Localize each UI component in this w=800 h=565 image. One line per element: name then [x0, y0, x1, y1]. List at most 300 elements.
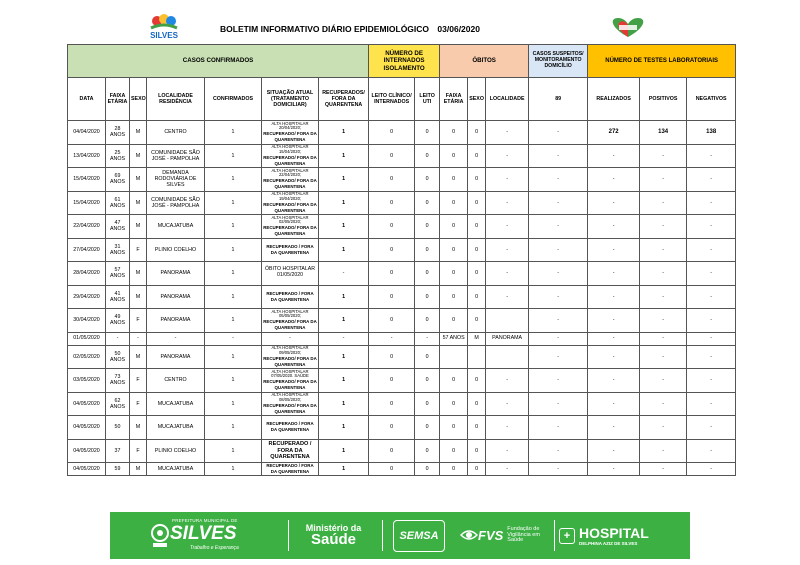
situacao-status: - — [289, 334, 291, 341]
situacao-status: ALTA HOSPITALAR — [271, 191, 309, 197]
cell-data: 03/05/2020 — [68, 369, 106, 393]
cell-leito-clinico: 0 — [369, 439, 415, 463]
cell-sexo: M — [130, 144, 147, 168]
cell-recuperados: 1 — [319, 191, 369, 215]
cell-obito-faixa: 0 — [440, 191, 468, 215]
cell-data: 02/05/2020 — [68, 345, 106, 369]
cell-obito-localidade: - — [486, 463, 529, 476]
cell-negativos: - — [687, 345, 736, 369]
svg-text:SILVES: SILVES — [150, 31, 178, 40]
cell-data: 04/05/2020 — [68, 463, 106, 476]
cell-leito-uti: 0 — [415, 345, 440, 369]
situacao-status: ALTA HOSPITALAR — [271, 308, 309, 314]
cell-obito-localidade: - — [486, 416, 529, 440]
silves-emblem-icon — [150, 521, 170, 549]
cell-obito-localidade: - — [486, 121, 529, 145]
situacao-status: ALTA HOSPITALAR — [271, 368, 309, 374]
cell-situacao — [262, 121, 319, 145]
cell-data: 30/04/2020 — [68, 309, 106, 333]
cell-obito-localidade: - — [486, 144, 529, 168]
cell-realizados: - — [588, 369, 640, 393]
cell-negativos: - — [687, 309, 736, 333]
cell-leito-uti: 0 — [415, 369, 440, 393]
cell-realizados: - — [588, 144, 640, 168]
cell-faixa: 25 ANOS — [106, 144, 130, 168]
title-text: BOLETIM INFORMATIVO DIÁRIO EPIDEMIOLÓGICO — [220, 24, 430, 34]
cell-faixa: 69 ANOS — [106, 168, 130, 192]
col-recuperados: RECUPERADOS/ FORA DA QUARENTENA — [319, 78, 369, 121]
cell-situacao — [262, 238, 319, 262]
cell-leito-uti: 0 — [415, 191, 440, 215]
cell-recuperados: 1 — [319, 309, 369, 333]
cell-data: 01/05/2020 — [68, 332, 106, 345]
cell-obito-sexo: 0 — [468, 238, 486, 262]
cell-obito-localidade: PANORAMA — [486, 332, 529, 345]
cell-situacao — [262, 416, 319, 440]
footer-banner — [110, 512, 690, 559]
table-row — [68, 262, 736, 286]
situacao-date: 22/04/2020; — [278, 172, 302, 178]
cell-situacao — [262, 369, 319, 393]
cell-realizados: - — [588, 285, 640, 309]
cell-positivos: - — [640, 238, 687, 262]
cell-localidade: PANORAMA — [147, 285, 205, 309]
cell-obito-sexo: 0 — [468, 285, 486, 309]
cell-suspeitos: - — [529, 238, 588, 262]
footer-prefeitura: PREFEITURA MUNICIPAL DE — [172, 518, 238, 523]
situacao-status: ALTA HOSPITALAR — [271, 120, 309, 126]
situacao-date: 09/05/2020; — [278, 349, 302, 355]
cell-obito-faixa: 0 — [440, 262, 468, 286]
cell-leito-clinico: 0 — [369, 238, 415, 262]
cell-obito-sexo: 0 — [468, 309, 486, 333]
cell-data: 15/04/2020 — [68, 191, 106, 215]
cell-recuperados: 1 — [319, 144, 369, 168]
situacao-recuperado: RECUPERADO/ FORA DA QUARENTENA — [263, 131, 317, 143]
cell-positivos: - — [640, 309, 687, 333]
cell-obito-sexo: 0 — [468, 416, 486, 440]
cell-data: 29/04/2020 — [68, 285, 106, 309]
table-row — [68, 191, 736, 215]
table-row — [68, 332, 736, 345]
cell-recuperados: 1 — [319, 439, 369, 463]
cell-situacao — [262, 392, 319, 416]
cell-confirmados: 1 — [205, 285, 262, 309]
cell-situacao — [262, 262, 319, 286]
cell-localidade: PLINIO COELHO — [147, 439, 205, 463]
cell-situacao — [262, 439, 319, 463]
footer-hospital-text — [579, 525, 649, 546]
col-situacao: SITUAÇÃO ATUAL (TRATAMENTO DOMICILIAR) — [262, 78, 319, 121]
cell-negativos: - — [687, 392, 736, 416]
cell-obito-faixa: 0 — [440, 168, 468, 192]
cell-leito-uti: 0 — [415, 238, 440, 262]
cell-sexo: M — [130, 168, 147, 192]
cell-obito-localidade — [486, 345, 529, 369]
cell-negativos: - — [687, 144, 736, 168]
cell-confirmados: 1 — [205, 121, 262, 145]
cell-obito-faixa: 0 — [440, 369, 468, 393]
cell-situacao — [262, 285, 319, 309]
cell-leito-clinico: 0 — [369, 262, 415, 286]
cell-sexo: M — [130, 285, 147, 309]
situacao-status: ALTA HOSPITALAR — [271, 345, 309, 351]
group-obitos: ÓBITOS — [440, 45, 529, 78]
cell-leito-clinico: 0 — [369, 285, 415, 309]
cell-suspeitos: - — [529, 121, 588, 145]
cell-sexo: F — [130, 369, 147, 393]
cell-faixa: 73 ANOS — [106, 369, 130, 393]
cell-negativos: - — [687, 238, 736, 262]
cell-suspeitos: - — [529, 309, 588, 333]
cell-leito-clinico: 0 — [369, 121, 415, 145]
epidemiological-table — [67, 44, 736, 476]
cell-obito-sexo: 0 — [468, 439, 486, 463]
cell-obito-localidade: - — [486, 285, 529, 309]
cell-positivos: - — [640, 332, 687, 345]
situacao-date: 08/05/2020; — [278, 396, 302, 402]
cell-recuperados: 1 — [319, 121, 369, 145]
table-row — [68, 238, 736, 262]
table-row — [68, 369, 736, 393]
col-negativos: NEGATIVOS — [687, 78, 736, 121]
cell-situacao — [262, 463, 319, 476]
cell-positivos: - — [640, 392, 687, 416]
cell-obito-sexo: 0 — [468, 392, 486, 416]
cell-suspeitos: - — [529, 392, 588, 416]
cell-obito-faixa — [440, 345, 468, 369]
cell-recuperados: 1 — [319, 238, 369, 262]
cell-obito-sexo: M — [468, 332, 486, 345]
cell-recuperados: 1 — [319, 215, 369, 239]
cell-sexo: M — [130, 345, 147, 369]
table-row — [68, 345, 736, 369]
cell-leito-clinico: 0 — [369, 215, 415, 239]
cell-realizados: - — [588, 262, 640, 286]
situacao-status: ALTA HOSPITALAR — [271, 392, 309, 398]
cell-data: 27/04/2020 — [68, 238, 106, 262]
cell-realizados: - — [588, 345, 640, 369]
cell-suspeitos: - — [529, 262, 588, 286]
cell-situacao — [262, 191, 319, 215]
cell-positivos: 134 — [640, 121, 687, 145]
cell-suspeitos: - — [529, 168, 588, 192]
situacao-recuperado: RECUPERADO/ FORA DA QUARENTENA — [263, 355, 317, 367]
footer-semsa-label: SEMSA — [393, 520, 445, 552]
cell-negativos: - — [687, 262, 736, 286]
cell-leito-uti: - — [415, 332, 440, 345]
cell-leito-clinico: 0 — [369, 144, 415, 168]
footer-slogan: Trabalho e Esperança — [190, 545, 239, 551]
cell-positivos: - — [640, 262, 687, 286]
situacao-recuperado: RECUPERADO / FORA DA QUARENTENA — [266, 290, 314, 302]
cell-confirmados: 1 — [205, 215, 262, 239]
cell-faixa: 37 — [106, 439, 130, 463]
cell-faixa: 49 ANOS — [106, 309, 130, 333]
cell-confirmados: 1 — [205, 369, 262, 393]
page-title — [220, 24, 620, 34]
cell-obito-sexo: 0 — [468, 369, 486, 393]
situacao-status: ÓBITO HOSPITALAR — [265, 266, 315, 273]
cell-leito-clinico: 0 — [369, 392, 415, 416]
cell-faixa: 47 ANOS — [106, 215, 130, 239]
cell-data: 04/04/2020 — [68, 121, 106, 145]
cell-obito-faixa: 0 — [440, 416, 468, 440]
cell-realizados: - — [588, 309, 640, 333]
footer-silves: SILVES — [170, 523, 237, 544]
cell-leito-uti: 0 — [415, 463, 440, 476]
cell-suspeitos: - — [529, 463, 588, 476]
col-leito-uti: LEITO UTI — [415, 78, 440, 121]
cell-localidade: PANORAMA — [147, 309, 205, 333]
situacao-date: 05/05/2020; — [278, 313, 302, 319]
footer-ms-line2: Saúde — [310, 531, 356, 548]
cell-obito-localidade: - — [486, 191, 529, 215]
footer-fvs-desc: Fundação de Vigilância em Saúde — [507, 525, 540, 544]
col-leito-clinico: LEITO CLÍNICO/ INTERNADOS — [369, 78, 415, 121]
situacao-date: 19/04/2020; — [278, 195, 302, 201]
cell-negativos: - — [687, 439, 736, 463]
cell-realizados: 272 — [588, 121, 640, 145]
cell-faixa: 62 ANOS — [106, 392, 130, 416]
footer-ms-line1: Ministério da — [305, 523, 362, 533]
cell-leito-clinico: 0 — [369, 345, 415, 369]
situacao-recuperado: RECUPERADO/ FORA DA QUARENTENA — [263, 402, 317, 414]
cell-obito-localidade: - — [486, 215, 529, 239]
table-row — [68, 121, 736, 145]
cell-leito-uti: 0 — [415, 285, 440, 309]
cell-realizados: - — [588, 416, 640, 440]
cell-confirmados: 1 — [205, 439, 262, 463]
cell-realizados: - — [588, 463, 640, 476]
cell-negativos: - — [687, 332, 736, 345]
cell-data: 22/04/2020 — [68, 215, 106, 239]
cell-leito-uti: 0 — [415, 215, 440, 239]
cell-obito-localidade: - — [486, 439, 529, 463]
cell-suspeitos: - — [529, 439, 588, 463]
cell-data: 13/04/2020 — [68, 144, 106, 168]
cell-recuperados: - — [319, 332, 369, 345]
situacao-date: 07/05/2020. SAÚDE — [271, 373, 309, 379]
cell-situacao — [262, 345, 319, 369]
situacao-status: ALTA HOSPITALAR — [271, 167, 309, 173]
cell-positivos: - — [640, 416, 687, 440]
cell-situacao — [262, 144, 319, 168]
cell-sexo: M — [130, 215, 147, 239]
col-obito-sexo: SEXO — [468, 78, 486, 121]
cell-confirmados: 1 — [205, 191, 262, 215]
cell-suspeitos: - — [529, 345, 588, 369]
cell-localidade: MUCAJATUBA — [147, 463, 205, 476]
col-localidade: LOCALIDADE RESIDÊNCIA — [147, 78, 205, 121]
cell-confirmados: 1 — [205, 168, 262, 192]
cell-negativos: - — [687, 369, 736, 393]
situacao-recuperado: RECUPERADO / FORA DA QUARENTENA — [268, 441, 312, 460]
cell-suspeitos: - — [529, 416, 588, 440]
cell-faixa: 57 ANOS — [106, 262, 130, 286]
cell-negativos: - — [687, 463, 736, 476]
cell-confirmados: - — [205, 332, 262, 345]
cell-positivos: - — [640, 439, 687, 463]
cell-localidade: CENTRO — [147, 121, 205, 145]
cell-positivos: - — [640, 369, 687, 393]
cell-confirmados: 1 — [205, 392, 262, 416]
situacao-recuperado: RECUPERADO / FORA DA QUARENTENA — [266, 463, 314, 474]
table-row — [68, 439, 736, 463]
col-suspeitos-total: 89 — [529, 78, 588, 121]
cell-localidade: DEMANDA RODOVIÁRIA DE SILVES — [147, 168, 205, 192]
cell-situacao — [262, 168, 319, 192]
cell-situacao — [262, 332, 319, 345]
cell-leito-uti: 0 — [415, 144, 440, 168]
cell-obito-sexo: 0 — [468, 121, 486, 145]
cell-leito-clinico: 0 — [369, 463, 415, 476]
cell-recuperados: 1 — [319, 463, 369, 476]
cell-faixa: 28 ANOS — [106, 121, 130, 145]
cell-obito-localidade: - — [486, 168, 529, 192]
cell-localidade: CENTRO — [147, 369, 205, 393]
situacao-recuperado: RECUPERADO/ FORA DA QUARENTENA — [263, 225, 317, 237]
situacao-status: ALTA HOSPITALAR — [271, 144, 309, 150]
cell-faixa: 50 — [106, 416, 130, 440]
cell-leito-clinico: 0 — [369, 369, 415, 393]
table-row — [68, 392, 736, 416]
cell-leito-clinico: 0 — [369, 168, 415, 192]
table-row — [68, 144, 736, 168]
document-header — [0, 0, 800, 44]
footer-divider — [554, 520, 555, 551]
title-date: 03/06/2020 — [437, 24, 480, 34]
cell-leito-clinico: 0 — [369, 191, 415, 215]
cell-obito-localidade: - — [486, 238, 529, 262]
cell-positivos: - — [640, 191, 687, 215]
cell-confirmados: 1 — [205, 309, 262, 333]
cell-sexo: M — [130, 191, 147, 215]
cell-leito-uti: 0 — [415, 392, 440, 416]
cell-obito-sexo — [468, 345, 486, 369]
cell-obito-faixa: 0 — [440, 309, 468, 333]
cell-data: 15/04/2020 — [68, 168, 106, 192]
table-row — [68, 215, 736, 239]
cell-positivos: - — [640, 345, 687, 369]
cell-recuperados: 1 — [319, 345, 369, 369]
cell-localidade: - — [147, 332, 205, 345]
situacao-recuperado: RECUPERADO/ FORA DA QUARENTENA — [263, 319, 317, 331]
col-faixa: FAIXA ETÁRIA — [106, 78, 130, 121]
cell-recuperados: 1 — [319, 392, 369, 416]
cell-sexo: F — [130, 309, 147, 333]
table-row — [68, 285, 736, 309]
cell-obito-sexo: 0 — [468, 191, 486, 215]
footer-fvs-label: FVS — [478, 528, 504, 543]
cell-obito-faixa: 0 — [440, 144, 468, 168]
cell-leito-uti: 0 — [415, 309, 440, 333]
col-obito-faixa: FAIXA ETÁRIA — [440, 78, 468, 121]
group-casos-confirmados: CASOS CONFIRMADOS — [68, 45, 369, 78]
footer-divider — [288, 520, 289, 551]
cell-data: 04/05/2020 — [68, 416, 106, 440]
cell-localidade: PANORAMA — [147, 262, 205, 286]
cell-realizados: - — [588, 439, 640, 463]
cell-leito-uti: 0 — [415, 439, 440, 463]
table-row — [68, 463, 736, 476]
cell-recuperados: - — [319, 262, 369, 286]
col-confirmados: CONFIRMADOS — [205, 78, 262, 121]
cell-localidade: COMUNIDADE SÃO JOSÉ - PAMPOLHA — [147, 144, 205, 168]
group-suspeitos: CASOS SUSPEITOS/ MONITORAMENTO DOMICÍLIO — [529, 45, 588, 78]
cell-negativos: - — [687, 416, 736, 440]
cell-obito-sexo: 0 — [468, 215, 486, 239]
situacao-recuperado: RECUPERADO/ FORA DA QUARENTENA — [263, 178, 317, 190]
cell-sexo: M — [130, 121, 147, 145]
cell-obito-faixa: 0 — [440, 439, 468, 463]
heart-logo-icon — [607, 16, 649, 38]
cell-positivos: - — [640, 285, 687, 309]
footer-hospital-name: DELPHINA AZIZ DE SILVES — [579, 541, 638, 546]
table-body — [68, 121, 736, 476]
cell-data: 04/05/2020 — [68, 439, 106, 463]
footer-fvs — [460, 512, 552, 559]
cell-obito-sexo: 0 — [468, 144, 486, 168]
cell-obito-localidade — [486, 309, 529, 333]
cell-faixa: 31 ANOS — [106, 238, 130, 262]
cell-positivos: - — [640, 144, 687, 168]
footer-semsa — [393, 512, 448, 559]
cell-confirmados: 1 — [205, 416, 262, 440]
group-testes: NÚMERO DE TESTES LABORATORIAIS — [588, 45, 736, 78]
cell-faixa: 50 ANOS — [106, 345, 130, 369]
cell-obito-faixa: 0 — [440, 121, 468, 145]
cell-confirmados: 1 — [205, 345, 262, 369]
cell-localidade: MUCAJATUBA — [147, 215, 205, 239]
cell-positivos: - — [640, 215, 687, 239]
cell-sexo: F — [130, 392, 147, 416]
footer-silves-logo — [150, 512, 280, 559]
situacao-date: 15/04/2020; — [278, 148, 302, 154]
cell-confirmados: 1 — [205, 463, 262, 476]
col-positivos: POSITIVOS — [640, 78, 687, 121]
cell-recuperados: 1 — [319, 285, 369, 309]
cell-positivos: - — [640, 463, 687, 476]
table-row — [68, 309, 736, 333]
cell-suspeitos: - — [529, 285, 588, 309]
col-realizados: REALIZADOS — [588, 78, 640, 121]
cell-recuperados: 1 — [319, 168, 369, 192]
cell-leito-clinico: 0 — [369, 416, 415, 440]
cell-obito-faixa: 0 — [440, 238, 468, 262]
cell-recuperados: 1 — [319, 369, 369, 393]
cell-negativos: - — [687, 168, 736, 192]
fvs-eye-icon — [460, 525, 478, 545]
cell-sexo: - — [130, 332, 147, 345]
cell-leito-clinico: - — [369, 332, 415, 345]
cell-suspeitos: - — [529, 332, 588, 345]
cell-obito-faixa: 0 — [440, 285, 468, 309]
cell-sexo: F — [130, 238, 147, 262]
situacao-recuperado: RECUPERADO/ FORA DA QUARENTENA — [263, 154, 317, 166]
cell-obito-faixa: 0 — [440, 392, 468, 416]
cell-obito-localidade: - — [486, 369, 529, 393]
situacao-date: 20/04/2020; — [278, 125, 302, 131]
cell-confirmados: 1 — [205, 262, 262, 286]
cell-confirmados: 1 — [205, 144, 262, 168]
cell-faixa: 59 — [106, 463, 130, 476]
cell-situacao — [262, 309, 319, 333]
cell-leito-uti: 0 — [415, 416, 440, 440]
situacao-recuperado: RECUPERADO/ FORA DA QUARENTENA — [263, 379, 317, 391]
footer-ministerio — [296, 512, 371, 559]
cell-localidade: PLINIO COELHO — [147, 238, 205, 262]
